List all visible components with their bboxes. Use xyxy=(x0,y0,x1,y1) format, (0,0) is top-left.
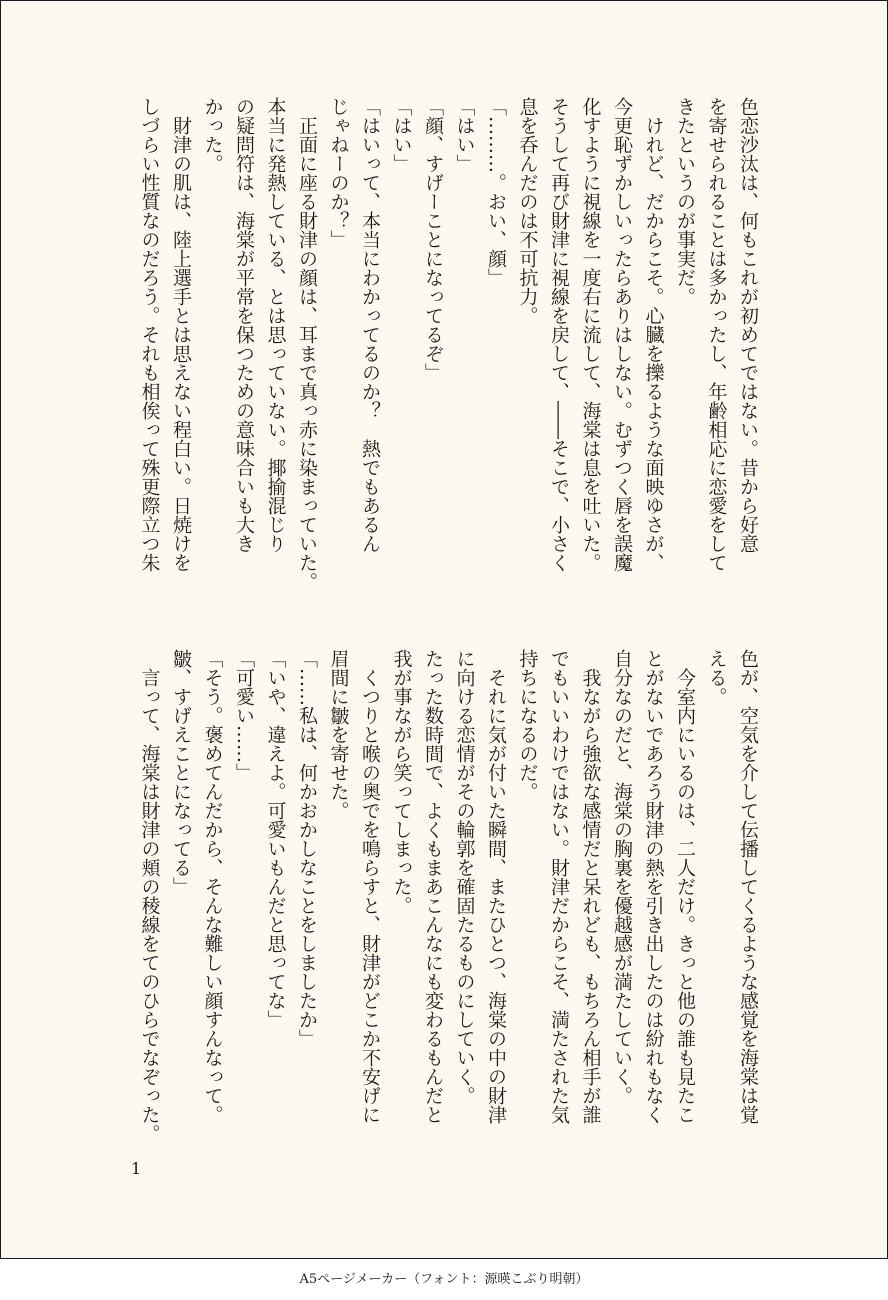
text-line: でもいいわけではない。財津だからこそ、満たされた気 xyxy=(548,649,570,1124)
text-line: 皺、すげえことになってる」 xyxy=(170,649,192,896)
text-line: 化すように視線を一度右に流して、海棠は息を吐いた。 xyxy=(579,97,602,572)
upper-text-block xyxy=(133,97,763,637)
text-line: 我が事ながら笑ってしまった。 xyxy=(390,649,413,915)
text-line: 言って、海棠は財津の頬の稜線をてのひらでなぞった。 xyxy=(138,649,161,1143)
text-line: の疑問符は、海棠が平常を保つための意味合いも大き xyxy=(233,97,255,553)
text-line: かった。 xyxy=(201,97,224,173)
text-line: 今室内にいるのは、二人だけ。きっと他の誰も見たこ xyxy=(674,649,696,1124)
text-line: きたというのが事実だ。 xyxy=(674,97,696,306)
text-line: 「はい」 xyxy=(453,97,476,173)
text-line: 「はいって、本当にわかってるのか？ 熱でもあるん xyxy=(359,97,381,553)
text-line: くつりと喉の奥でを鳴らすと、財津がどこか不安げに xyxy=(359,649,381,1124)
text-line: える。 xyxy=(705,649,728,706)
text-line: 「そう。褒めてんだから、そんな難しい顔すんなって。 xyxy=(201,649,224,1124)
text-line: しづらい性質なのだろう。それも相俟って殊更際立つ朱 xyxy=(138,97,161,572)
page-number: 1 xyxy=(131,1159,142,1178)
text-line: たった数時間で、よくもまあこんなにも変わるもんだと xyxy=(422,649,444,1124)
text-line: 眉間に皺を寄せた。 xyxy=(327,649,350,820)
text-line: 持ちになるのだ。 xyxy=(516,649,539,801)
text-line: じゃねーのか？」 xyxy=(327,97,350,249)
text-line: 「顔、すげーことになってるぞ」 xyxy=(422,97,444,382)
lower-text-block xyxy=(133,649,763,1189)
text-line: を寄せられることは多かったし、年齢相応に恋愛をして xyxy=(705,97,728,572)
text-line: 我ながら強欲な感情だと呆れども、もちろん相手が誰 xyxy=(579,649,602,1124)
text-line: 色恋沙汰は、何もこれが初めてではない。昔から好意 xyxy=(737,97,759,553)
text-line: 息を呑んだのは不可抗力。 xyxy=(516,97,539,325)
text-line: 財津の肌は、陸上選手とは思えない程白い。日焼けを xyxy=(170,97,192,572)
text-line: 「……私は、何かおかしなことをしましたか」 xyxy=(296,649,318,1048)
text-line: 「可愛い……」 xyxy=(233,649,255,782)
text-line: 「はい」 xyxy=(390,97,413,173)
text-line: 「いや、違えよ。可愛いもんだと思ってな」 xyxy=(264,649,287,1029)
text-line: 自分なのだと、海棠の胸裏を優越感が満たしていく。 xyxy=(611,649,633,1105)
text-line: 今更恥ずかしいったらありはしない。むずつく唇を誤魔 xyxy=(611,97,633,572)
text-line: に向ける恋情がその輪郭を確固たるものにしていく。 xyxy=(453,649,476,1105)
text-line: 本当に発熱している、とは思っていない。揶揄混じり xyxy=(264,97,287,553)
text-line: それに気が付いた瞬間、またひとつ、海棠の中の財津 xyxy=(485,649,507,1124)
footer-caption: A5ページメーカー（フォント：源暎こぶり明朝） xyxy=(299,1272,589,1287)
text-line: とがないであろう財津の熱を引き出したのは紛れもなく xyxy=(642,649,665,1124)
text-line: そうして再び財津に視線を戻して、――そこで、小さく xyxy=(548,97,570,572)
text-line: 「………。おい、顔」 xyxy=(485,97,507,287)
text-line: けれど、だからこそ。心臓を擽るような面映ゆさが、 xyxy=(642,97,665,572)
text-line: 色が、空気を介して伝播してくるような感覚を海棠は覚 xyxy=(737,649,759,1124)
text-line: 正面に座る財津の顔は、耳まで真っ赤に染まっていた。 xyxy=(296,97,318,591)
